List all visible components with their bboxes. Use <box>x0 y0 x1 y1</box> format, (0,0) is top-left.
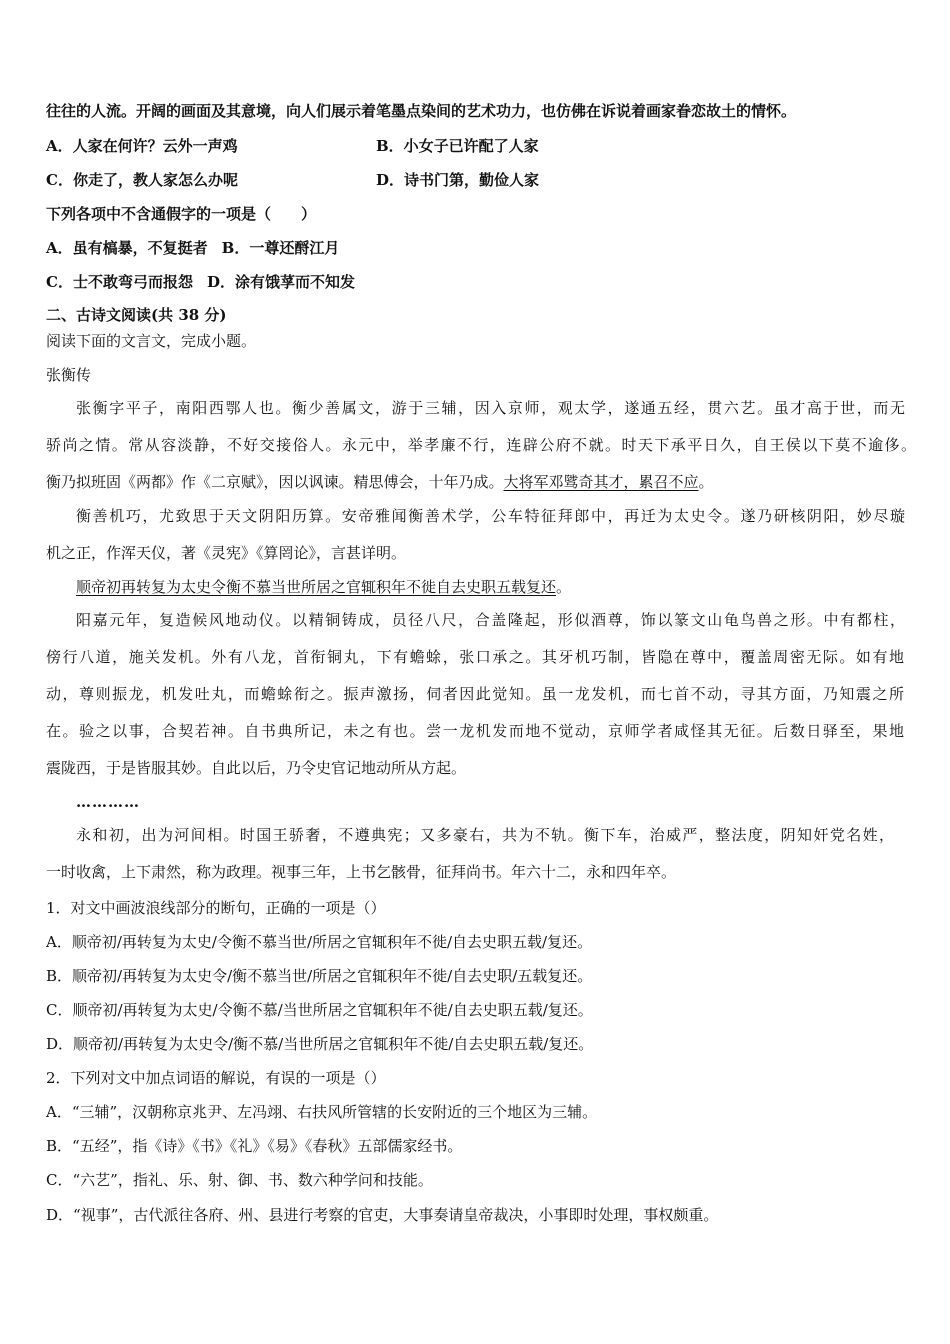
paragraph-4-line-5: 震陇西，于是皆服其妙。自此以后，乃令史官记地动所从方起。 <box>46 759 467 777</box>
question-1: 1．对文中画波浪线部分的断句，正确的一项是（） <box>46 899 386 917</box>
paragraph-2-line-2: 机之正，作浑天仪，著《灵宪》《算罔论》，言甚详明。 <box>46 544 407 562</box>
option-a: A．人家在何许？云外一声鸡 <box>46 137 238 155</box>
question-2-option-d: D．“视事”，古代派往各府、州、县进行考察的官吏，大事奏请皇帝裁决，小事即时处理，事权颇重。 <box>46 1206 719 1224</box>
option-d: D．诗书门第，勤俭人家 <box>376 171 540 189</box>
paragraph-4-line-4: 在。验之以事，合契若神。自书典所记，未之有也。尝一龙机发而地不觉动，京师学者咸怪其无征。后数日驿至，果地 <box>46 722 904 740</box>
option-row-ab <box>46 136 539 156</box>
passage-title: 张衡传 <box>46 366 92 384</box>
question-2-option-b: B．“五经”，指《诗》《书》《礼》《易》《春秋》五部儒家经书。 <box>46 1137 463 1155</box>
tongjia-option-row-cd <box>46 272 355 292</box>
reading-instruction: 阅读下面的文言文，完成小题。 <box>46 332 257 350</box>
paragraph-5-line-2: 一时收禽，上下肃然，称为政理。视事三年，上书乞骸骨，征拜尚书。年六十二，永和四年卒。 <box>46 863 677 881</box>
question-1-option-c: C．顺帝初/再转复为太史/令衡不慕/当世所居之官辄积年不徙/自去史职五载/复还。 <box>46 1001 593 1019</box>
paragraph-4-line-2: 傍行八道，施关发机。外有八龙，首衔铜丸，下有蟾蜍，张口承之。其牙机巧制，皆隐在尊中，覆盖周密无际。如有地 <box>46 648 904 666</box>
paragraph-3-end: 。 <box>556 578 572 596</box>
paragraph-1-line-2: 骄尚之情。常从容淡静，不好交接俗人。永元中，举孝廉不行，连辟公府不就。时天下承平日久，自王侯以下莫不逾侈。 <box>46 436 916 454</box>
wavy-line-sentence: 顺帝初再转复为太史令衡不慕当世所居之官辄积年不徙自去史职五载复还 <box>76 578 557 596</box>
paragraph-4-line-3: 动，尊则振龙，机发吐丸，而蟾蜍衔之。振声激扬，伺者因此觉知。虽一龙发机，而七首不动，寻其方面，乃知震之所 <box>46 685 904 703</box>
paragraph-4-line-1: 阳嘉元年，复造候风地动仪。以精铜铸成，员径八尺，合盖隆起，形似酒尊，饰以篆文山龟鸟兽之形。中有都柱， <box>76 611 905 629</box>
question-2-option-a: A．“三辅”，汉朝称京兆尹、左冯翊、右扶风所管辖的长安附近的三个地区为三辅。 <box>46 1103 598 1121</box>
question-1-option-a: A．顺帝初/再转复为太史/令衡不慕当世/所居之官辄积年不徙/自去史职五载/复还。 <box>46 933 593 951</box>
question-2-option-c: C．“六艺”，指礼、乐、射、御、书、数六种学问和技能。 <box>46 1171 433 1189</box>
ellipsis: ………… <box>76 793 140 811</box>
paragraph-1-line-3-end: 。 <box>698 473 714 491</box>
passage-tail-line: 往往的人流。开阔的画面及其意境，向人们展示着笔墨点染间的艺术功力，也仿佛在诉说着画家眷恋故土的情怀。 <box>46 102 797 120</box>
tongjia-option-b: B．一尊还酹江月 <box>221 239 340 257</box>
paragraph-3-wavy <box>76 577 571 597</box>
question-2: 2．下列对文中加点词语的解说，有误的一项是（） <box>46 1069 386 1087</box>
question-1-option-b: B．顺帝初/再转复为太史令/衡不慕当世/所居之官辄积年不徙/自去史职/五载复还。 <box>46 967 593 985</box>
underlined-sentence: 大将军邓骘奇其才，累召不应 <box>503 473 699 491</box>
question-1-option-d: D．顺帝初/再转复为太史令/衡不慕/当世所居之官辄积年不徙/自去史职五载/复还。 <box>46 1035 594 1053</box>
paragraph-5-line-1: 永和初，出为河间相。时国王骄奢，不遵典宪；又多豪右，共为不轨。衡下车，治威严，整法度，阴知奸党名姓， <box>76 826 894 844</box>
paragraph-1-line-3 <box>46 472 714 492</box>
option-b: B．小女子已许配了人家 <box>376 137 539 155</box>
tongjia-option-d: D．涂有饿莩而不知发 <box>206 273 355 291</box>
tongjia-option-c: C．士不敢弯弓而报怨 <box>46 273 193 291</box>
option-row-cd <box>46 170 540 190</box>
tongjia-option-a: A．虽有槁暴，不复挺者 <box>46 239 208 257</box>
paragraph-1-line-1: 张衡字平子，南阳西鄂人也。衡少善属文，游于三辅，因入京师，观太学，遂通五经，贯六艺。虽才高于世，而无 <box>76 399 905 417</box>
question-tongjia: 下列各项中不含通假字的一项是（ ） <box>46 205 317 223</box>
paragraph-1-line-3-text: 衡乃拟班固《两都》作《二京赋》，因以讽谏。精思傅会，十年乃成。 <box>46 473 504 491</box>
option-c: C．你走了，教人家怎么办呢 <box>46 171 238 189</box>
section-heading: 二、古诗文阅读(共 38 分) <box>46 306 227 324</box>
paragraph-2-line-1: 衡善机巧，尤致思于天文阴阳历算。安帝雅闻衡善术学，公车特征拜郎中，再迁为太史令。遂乃研核阴阳，妙尽璇 <box>76 507 905 525</box>
tongjia-option-row-ab <box>46 238 339 258</box>
